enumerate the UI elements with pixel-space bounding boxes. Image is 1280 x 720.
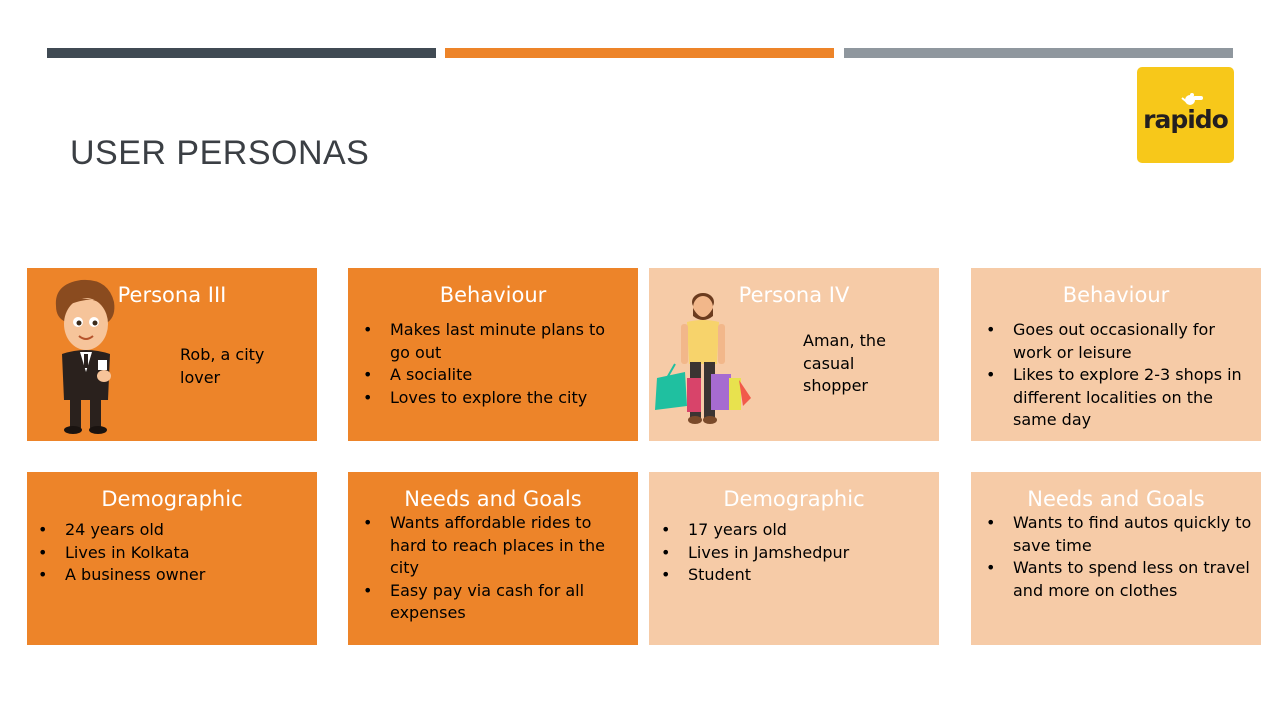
demographic-3-list (65, 519, 305, 587)
persona-4-caption-line3: shopper (803, 376, 868, 395)
persona-3-caption-line2: lover (180, 367, 221, 387)
needs-4-list (1013, 512, 1253, 602)
list-item: • Likes to explore 2-3 shops in different localities on the same day (1013, 364, 1253, 432)
header-bar-orange (445, 48, 834, 58)
rapido-logo (1137, 67, 1234, 163)
list-item: • 17 years old (688, 519, 928, 542)
behaviour-3-card (348, 268, 638, 441)
list-item: • 24 years old (65, 519, 305, 542)
businessman-icon (46, 276, 126, 436)
shopper-icon (651, 286, 751, 428)
list-item: • Loves to explore the city (390, 387, 626, 410)
needs-3-card (348, 472, 638, 645)
demographic-4-list (688, 519, 928, 587)
behaviour-4-title: Behaviour (1062, 283, 1170, 307)
persona-4-title: Persona IV (738, 283, 850, 307)
list-item: • Lives in Jamshedpur (688, 542, 928, 565)
list-item: • Wants affordable rides to hard to reach places in the city (390, 512, 630, 580)
behaviour-4-list (1013, 319, 1253, 432)
persona-3-card (27, 268, 317, 441)
list-item: • Wants to find autos quickly to save time (1013, 512, 1253, 557)
behaviour-4-card (971, 268, 1261, 441)
demographic-3-card (27, 472, 317, 645)
list-item: • Easy pay via cash for all expenses (390, 580, 630, 625)
page-title: USER PERSONAS (70, 134, 370, 172)
persona-4-card (649, 268, 939, 441)
needs-4-card (971, 472, 1261, 645)
header-bar-gray (844, 48, 1233, 58)
list-item: • A business owner (65, 564, 305, 587)
persona-4-caption-line2: casual (803, 353, 855, 373)
list-item: • Student (688, 564, 928, 587)
list-item: • A socialite (390, 364, 626, 387)
persona-4-caption (803, 330, 886, 398)
list-item: • Lives in Kolkata (65, 542, 305, 565)
persona-3-caption (180, 344, 264, 389)
list-item: • Goes out occasionally for work or leisure (1013, 319, 1253, 364)
persona-4-caption-line1: Aman, the (803, 331, 886, 350)
behaviour-3-list (390, 319, 626, 409)
needs-3-list (390, 512, 630, 625)
persona-3-caption-line1: Rob, a city (180, 345, 265, 364)
list-item: • Wants to spend less on travel and more on clothes (1013, 557, 1253, 602)
header-bar-dark (47, 48, 436, 58)
demographic-3-title: Demographic (101, 487, 243, 511)
demographic-4-title: Demographic (723, 487, 865, 511)
demographic-4-card (649, 472, 939, 645)
persona-3-title: Persona III (117, 283, 227, 307)
list-item: • Makes last minute plans to go out (390, 319, 626, 364)
needs-3-title: Needs and Goals (404, 487, 582, 511)
needs-4-title: Needs and Goals (1027, 487, 1205, 511)
logo-text: rapido (1143, 105, 1228, 134)
behaviour-3-title: Behaviour (439, 283, 547, 307)
